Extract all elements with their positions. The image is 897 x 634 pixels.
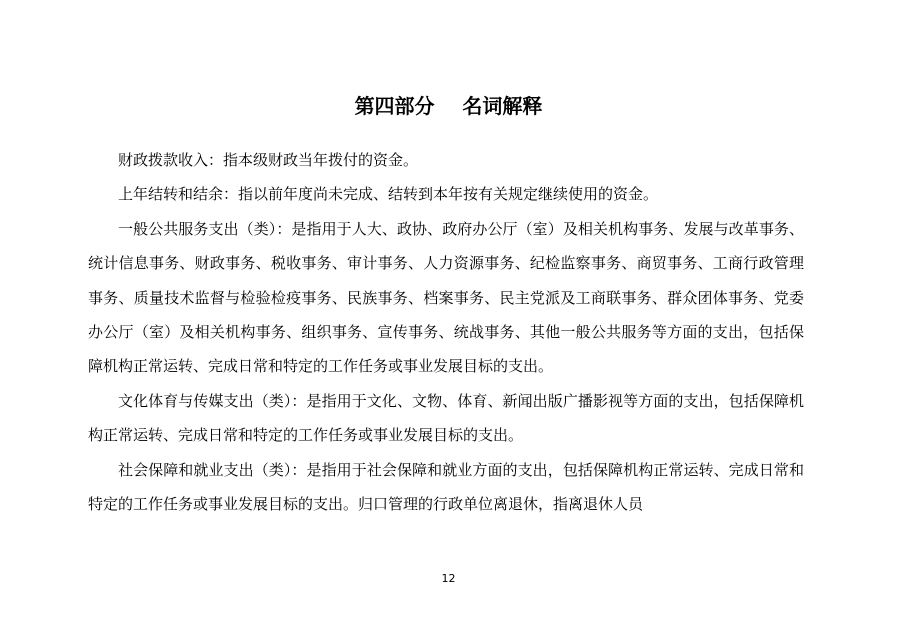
paragraph-general-public-services: 一般公共服务支出（类）：是指用于人大、政协、政府办公厅（室）及相关机构事务、发展与改革事务、统计信息事务、财政事务、税收事务、审计事务、人力资源事务、纪检监察事务、商贸事务、工商行政管理事务、质量技术监督与检验检疫事务、民族事务、档案事务、民主党派及工商联事务、群众团体事务、党委办公厅（室）及相关机构事务、组织事务、宣传事务、统战事务、其他一般公共服务等方面的支出，包括保障机构正常运转、完成日常和特定的工作任务或事业发展目标的支出。 <box>88 219 804 376</box>
section-title: 第四部分 名词解释 <box>354 94 543 118</box>
paragraph-carryover-and-balance: 上年结转和结余：指以前年度尚未完成、结转到本年按有关规定继续使用的资金。 <box>118 185 659 204</box>
paragraph-culture-sports-media: 文化体育与传媒支出（类）：是指用于文化、文物、体育、新闻出版广播影视等方面的支出，包括保障机构正常运转、完成日常和特定的工作任务或事业发展目标的支出。 <box>88 391 804 445</box>
paragraph-social-security-employment: 社会保障和就业支出（类）：是指用于社会保障和就业方面的支出，包括保障机构正常运转、完成日常和特定的工作任务或事业发展目标的支出。归口管理的行政单位离退休，指离退休人员 <box>88 460 804 514</box>
page-number: 12 <box>441 572 456 585</box>
paragraph-fiscal-appropriation-income: 财政拨款收入：指本级财政当年拨付的资金。 <box>118 151 419 169</box>
body-text <box>88 143 804 521</box>
